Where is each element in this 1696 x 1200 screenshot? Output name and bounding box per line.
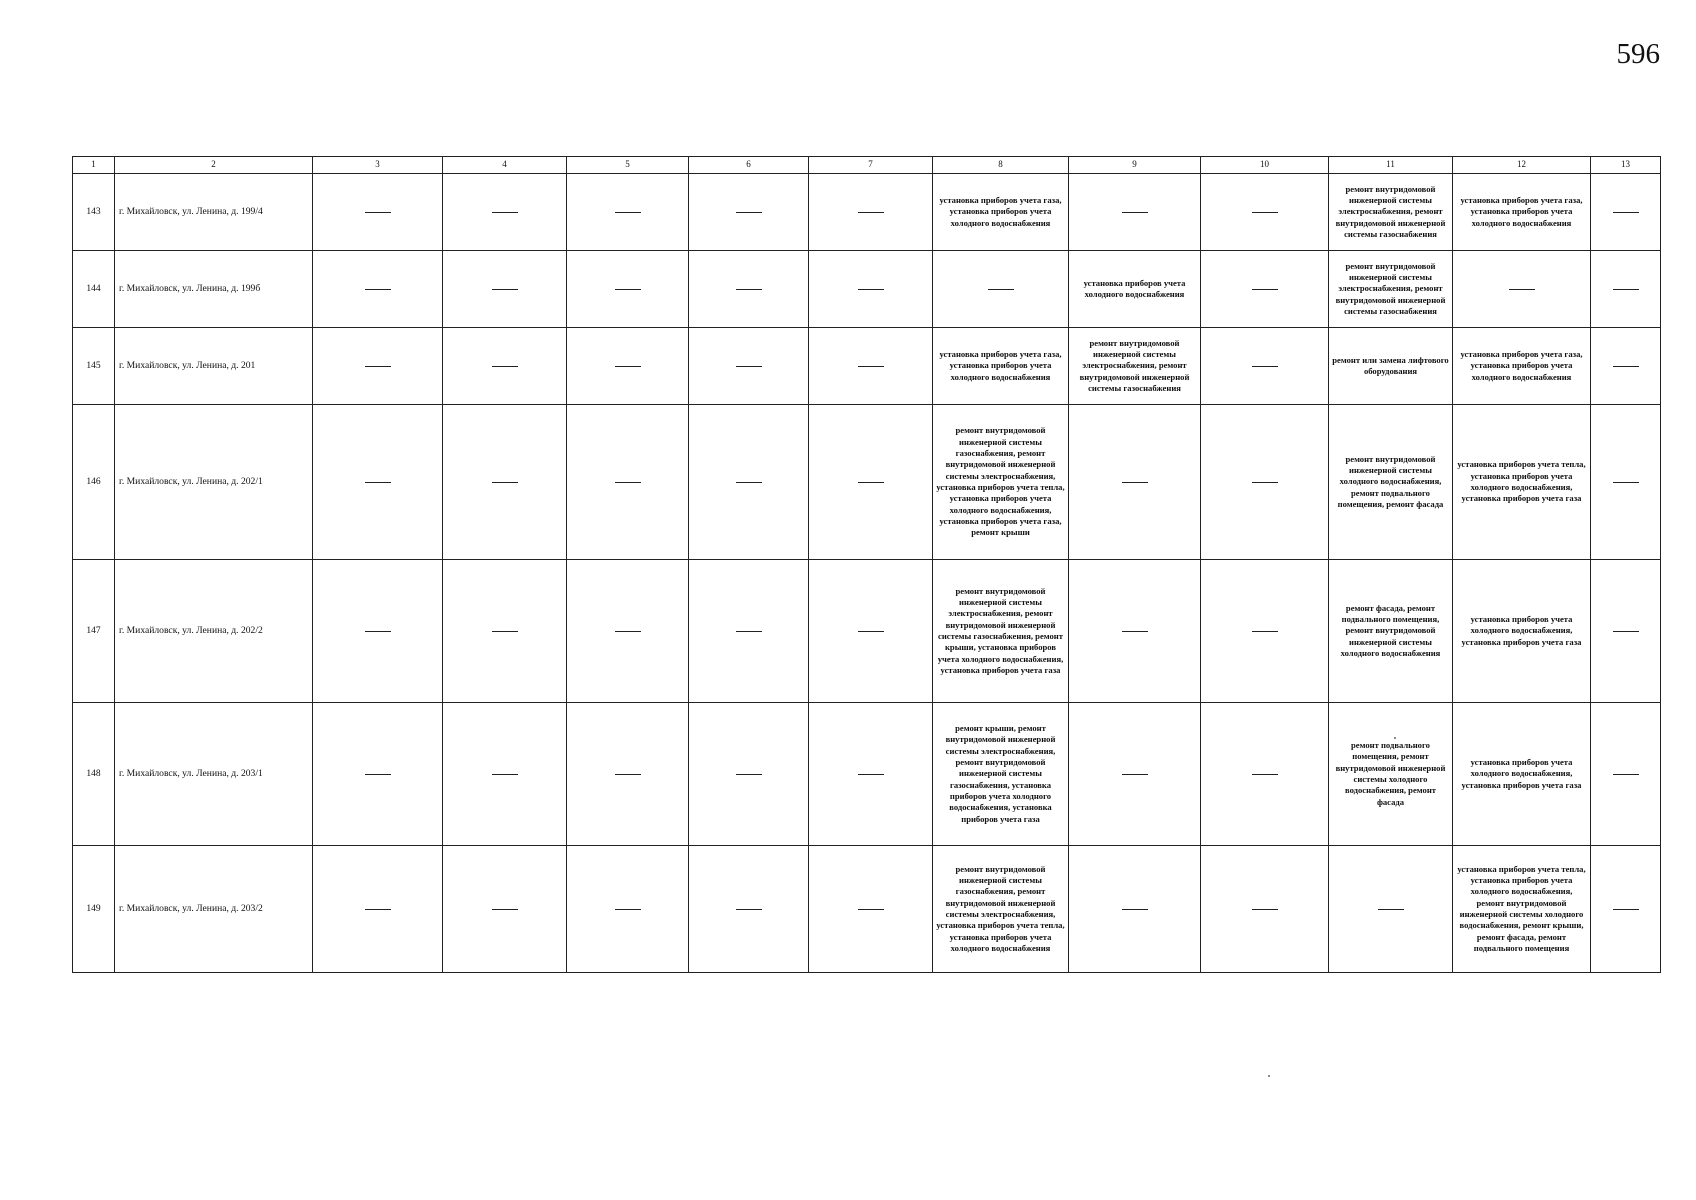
table-row — [73, 174, 1661, 251]
repair-works-table — [72, 156, 1661, 973]
column-4-cell — [443, 846, 567, 973]
column-13-cell — [1591, 405, 1661, 560]
column-3-cell — [313, 846, 443, 973]
empty-dash — [858, 289, 884, 290]
column-7-cell — [809, 846, 933, 973]
column-5-cell — [567, 251, 689, 328]
column-13-cell — [1591, 560, 1661, 703]
column-10-cell — [1201, 251, 1329, 328]
works-c9-cell — [1069, 703, 1201, 846]
empty-dash — [1613, 482, 1639, 483]
row-number: 149 — [73, 846, 115, 973]
column-3-cell — [313, 703, 443, 846]
empty-dash — [365, 909, 391, 910]
empty-dash — [858, 631, 884, 632]
works-c9-cell: ремонт внутридомовой инженерной системы электроснабжения, ремонт внутридомовой инженерной системы газоснабжения — [1069, 328, 1201, 405]
empty-dash — [615, 289, 641, 290]
empty-dash — [492, 212, 518, 213]
column-number: 10 — [1201, 157, 1329, 174]
works-c8-cell: ремонт внутридомовой инженерной системы газоснабжения, ремонт внутридомовой инженерной системы электроснабжения, установка приборов учета тепла, установка приборов учета холодного водоснабжения — [933, 846, 1069, 973]
column-number: 7 — [809, 157, 933, 174]
empty-dash — [615, 212, 641, 213]
empty-dash — [492, 289, 518, 290]
works-c12-cell — [1453, 251, 1591, 328]
works-c11-cell: ремонт внутридомовой инженерной системы электроснабжения, ремонт внутридомовой инженерной системы газоснабжения — [1329, 251, 1453, 328]
address-cell: г. Михайловск, ул. Ленина, д. 202/2 — [115, 560, 313, 703]
table-row — [73, 703, 1661, 846]
address-cell: г. Михайловск, ул. Ленина, д. 202/1 — [115, 405, 313, 560]
column-10-cell — [1201, 703, 1329, 846]
works-c12-cell: установка приборов учета газа, установка приборов учета холодного водоснабжения — [1453, 174, 1591, 251]
empty-dash — [1122, 909, 1148, 910]
works-c8-cell: ремонт крыши, ремонт внутридомовой инженерной системы электроснабжения, ремонт внутридомовой инженерной системы газоснабжения, установка приборов учета холодного водоснабжения, установка приборов учета газа — [933, 703, 1069, 846]
column-number: 1 — [73, 157, 115, 174]
works-c11-cell: ремонт или замена лифтового оборудования — [1329, 328, 1453, 405]
empty-dash — [736, 289, 762, 290]
column-5-cell — [567, 405, 689, 560]
empty-dash — [1122, 482, 1148, 483]
empty-dash — [1252, 631, 1278, 632]
empty-dash — [492, 774, 518, 775]
column-13-cell — [1591, 703, 1661, 846]
empty-dash — [365, 774, 391, 775]
column-3-cell — [313, 328, 443, 405]
works-c9-cell: установка приборов учета холодного водоснабжения — [1069, 251, 1201, 328]
column-7-cell — [809, 703, 933, 846]
works-c9-cell — [1069, 560, 1201, 703]
empty-dash — [1252, 212, 1278, 213]
empty-dash — [1122, 774, 1148, 775]
column-6-cell — [689, 560, 809, 703]
column-7-cell — [809, 251, 933, 328]
works-c8-cell: установка приборов учета газа, установка приборов учета холодного водоснабжения — [933, 174, 1069, 251]
column-10-cell — [1201, 560, 1329, 703]
empty-dash — [1613, 366, 1639, 367]
table-row — [73, 846, 1661, 973]
works-c8-cell: ремонт внутридомовой инженерной системы электроснабжения, ремонт внутридомовой инженерной системы газоснабжения, ремонт крыши, установка приборов учета холодного водоснабжения, установка приборов учета газа — [933, 560, 1069, 703]
empty-dash — [1252, 366, 1278, 367]
table-row — [73, 328, 1661, 405]
column-number: 13 — [1591, 157, 1661, 174]
table-row — [73, 251, 1661, 328]
column-10-cell — [1201, 328, 1329, 405]
column-6-cell — [689, 846, 809, 973]
column-number: 2 — [115, 157, 313, 174]
empty-dash — [858, 774, 884, 775]
column-4-cell — [443, 703, 567, 846]
column-10-cell — [1201, 174, 1329, 251]
empty-dash — [365, 482, 391, 483]
empty-dash — [858, 212, 884, 213]
empty-dash — [1252, 774, 1278, 775]
works-c12-cell: установка приборов учета холодного водоснабжения, установка приборов учета газа — [1453, 703, 1591, 846]
table-row — [73, 560, 1661, 703]
empty-dash — [492, 631, 518, 632]
empty-dash — [1122, 631, 1148, 632]
empty-dash — [365, 212, 391, 213]
works-c11-cell: ремонт внутридомовой инженерной системы электроснабжения, ремонт внутридомовой инженерной системы газоснабжения — [1329, 174, 1453, 251]
empty-dash — [365, 631, 391, 632]
empty-dash — [858, 366, 884, 367]
column-4-cell — [443, 251, 567, 328]
empty-dash — [615, 909, 641, 910]
column-number: 12 — [1453, 157, 1591, 174]
column-7-cell — [809, 560, 933, 703]
column-number: 4 — [443, 157, 567, 174]
works-c11-cell: ремонт подвального помещения, ремонт внутридомовой инженерной системы холодного водоснабжения, ремонт фасада — [1329, 703, 1453, 846]
address-cell: г. Михайловск, ул. Ленина, д. 201 — [115, 328, 313, 405]
row-number: 144 — [73, 251, 115, 328]
empty-dash — [736, 909, 762, 910]
works-c12-cell: установка приборов учета тепла, установка приборов учета холодного водоснабжения, установка приборов учета газа — [1453, 405, 1591, 560]
column-6-cell — [689, 703, 809, 846]
empty-dash — [1252, 909, 1278, 910]
column-number: 5 — [567, 157, 689, 174]
page-number: 596 — [1616, 38, 1660, 70]
address-cell: г. Михайловск, ул. Ленина, д. 203/2 — [115, 846, 313, 973]
column-6-cell — [689, 251, 809, 328]
column-3-cell — [313, 251, 443, 328]
column-5-cell — [567, 846, 689, 973]
works-c11-cell: ремонт внутридомовой инженерной системы холодного водоснабжения, ремонт подвального помещения, ремонт фасада — [1329, 405, 1453, 560]
column-13-cell — [1591, 174, 1661, 251]
empty-dash — [1252, 289, 1278, 290]
column-7-cell — [809, 174, 933, 251]
works-c9-cell — [1069, 405, 1201, 560]
empty-dash — [1613, 774, 1639, 775]
empty-dash — [1122, 212, 1148, 213]
column-number: 6 — [689, 157, 809, 174]
empty-dash — [492, 909, 518, 910]
empty-dash — [736, 774, 762, 775]
column-number: 9 — [1069, 157, 1201, 174]
empty-dash — [736, 482, 762, 483]
empty-dash — [615, 366, 641, 367]
works-c9-cell — [1069, 846, 1201, 973]
column-7-cell — [809, 405, 933, 560]
works-c8-cell — [933, 251, 1069, 328]
column-4-cell — [443, 560, 567, 703]
row-number: 147 — [73, 560, 115, 703]
column-number-row — [73, 157, 1661, 174]
empty-dash — [858, 909, 884, 910]
column-3-cell — [313, 405, 443, 560]
works-c12-cell: установка приборов учета холодного водоснабжения, установка приборов учета газа — [1453, 560, 1591, 703]
works-c8-cell: ремонт внутридомовой инженерной системы газоснабжения, ремонт внутридомовой инженерной системы электроснабжения, установка приборов учета тепла, установка приборов учета холодного водоснабжения, установка приборов учета газа, ремонт крыши — [933, 405, 1069, 560]
column-5-cell — [567, 703, 689, 846]
column-6-cell — [689, 174, 809, 251]
column-number: 3 — [313, 157, 443, 174]
scan-speck — [1394, 737, 1396, 739]
row-number: 145 — [73, 328, 115, 405]
column-13-cell — [1591, 251, 1661, 328]
row-number: 148 — [73, 703, 115, 846]
works-c8-cell: установка приборов учета газа, установка приборов учета холодного водоснабжения — [933, 328, 1069, 405]
works-c11-cell — [1329, 846, 1453, 973]
column-10-cell — [1201, 405, 1329, 560]
column-13-cell — [1591, 328, 1661, 405]
empty-dash — [615, 482, 641, 483]
works-c12-cell: установка приборов учета газа, установка приборов учета холодного водоснабжения — [1453, 328, 1591, 405]
empty-dash — [615, 631, 641, 632]
column-5-cell — [567, 560, 689, 703]
column-13-cell — [1591, 846, 1661, 973]
table-row — [73, 405, 1661, 560]
empty-dash — [492, 366, 518, 367]
works-c12-cell: установка приборов учета тепла, установка приборов учета холодного водоснабжения, ремонт внутридомовой инженерной системы холодного водоснабжения, ремонт крыши, ремонт фасада, ремонт подвального помещения — [1453, 846, 1591, 973]
row-number: 146 — [73, 405, 115, 560]
column-7-cell — [809, 328, 933, 405]
empty-dash — [1252, 482, 1278, 483]
empty-dash — [492, 482, 518, 483]
empty-dash — [1613, 212, 1639, 213]
empty-dash — [365, 366, 391, 367]
empty-dash — [1378, 909, 1404, 910]
empty-dash — [1613, 289, 1639, 290]
empty-dash — [858, 482, 884, 483]
column-6-cell — [689, 328, 809, 405]
column-4-cell — [443, 174, 567, 251]
empty-dash — [365, 289, 391, 290]
column-5-cell — [567, 328, 689, 405]
empty-dash — [988, 289, 1014, 290]
column-number: 11 — [1329, 157, 1453, 174]
empty-dash — [1509, 289, 1535, 290]
column-10-cell — [1201, 846, 1329, 973]
column-3-cell — [313, 560, 443, 703]
address-cell: г. Михайловск, ул. Ленина, д. 199/4 — [115, 174, 313, 251]
empty-dash — [1613, 909, 1639, 910]
empty-dash — [736, 212, 762, 213]
column-3-cell — [313, 174, 443, 251]
address-cell: г. Михайловск, ул. Ленина, д. 203/1 — [115, 703, 313, 846]
column-4-cell — [443, 405, 567, 560]
empty-dash — [736, 631, 762, 632]
empty-dash — [615, 774, 641, 775]
scan-speck — [1268, 1075, 1270, 1077]
address-cell: г. Михайловск, ул. Ленина, д. 199б — [115, 251, 313, 328]
column-number: 8 — [933, 157, 1069, 174]
row-number: 143 — [73, 174, 115, 251]
empty-dash — [1613, 631, 1639, 632]
empty-dash — [736, 366, 762, 367]
works-c11-cell: ремонт фасада, ремонт подвального помещения, ремонт внутридомовой инженерной системы холодного водоснабжения — [1329, 560, 1453, 703]
column-6-cell — [689, 405, 809, 560]
column-5-cell — [567, 174, 689, 251]
works-c9-cell — [1069, 174, 1201, 251]
column-4-cell — [443, 328, 567, 405]
